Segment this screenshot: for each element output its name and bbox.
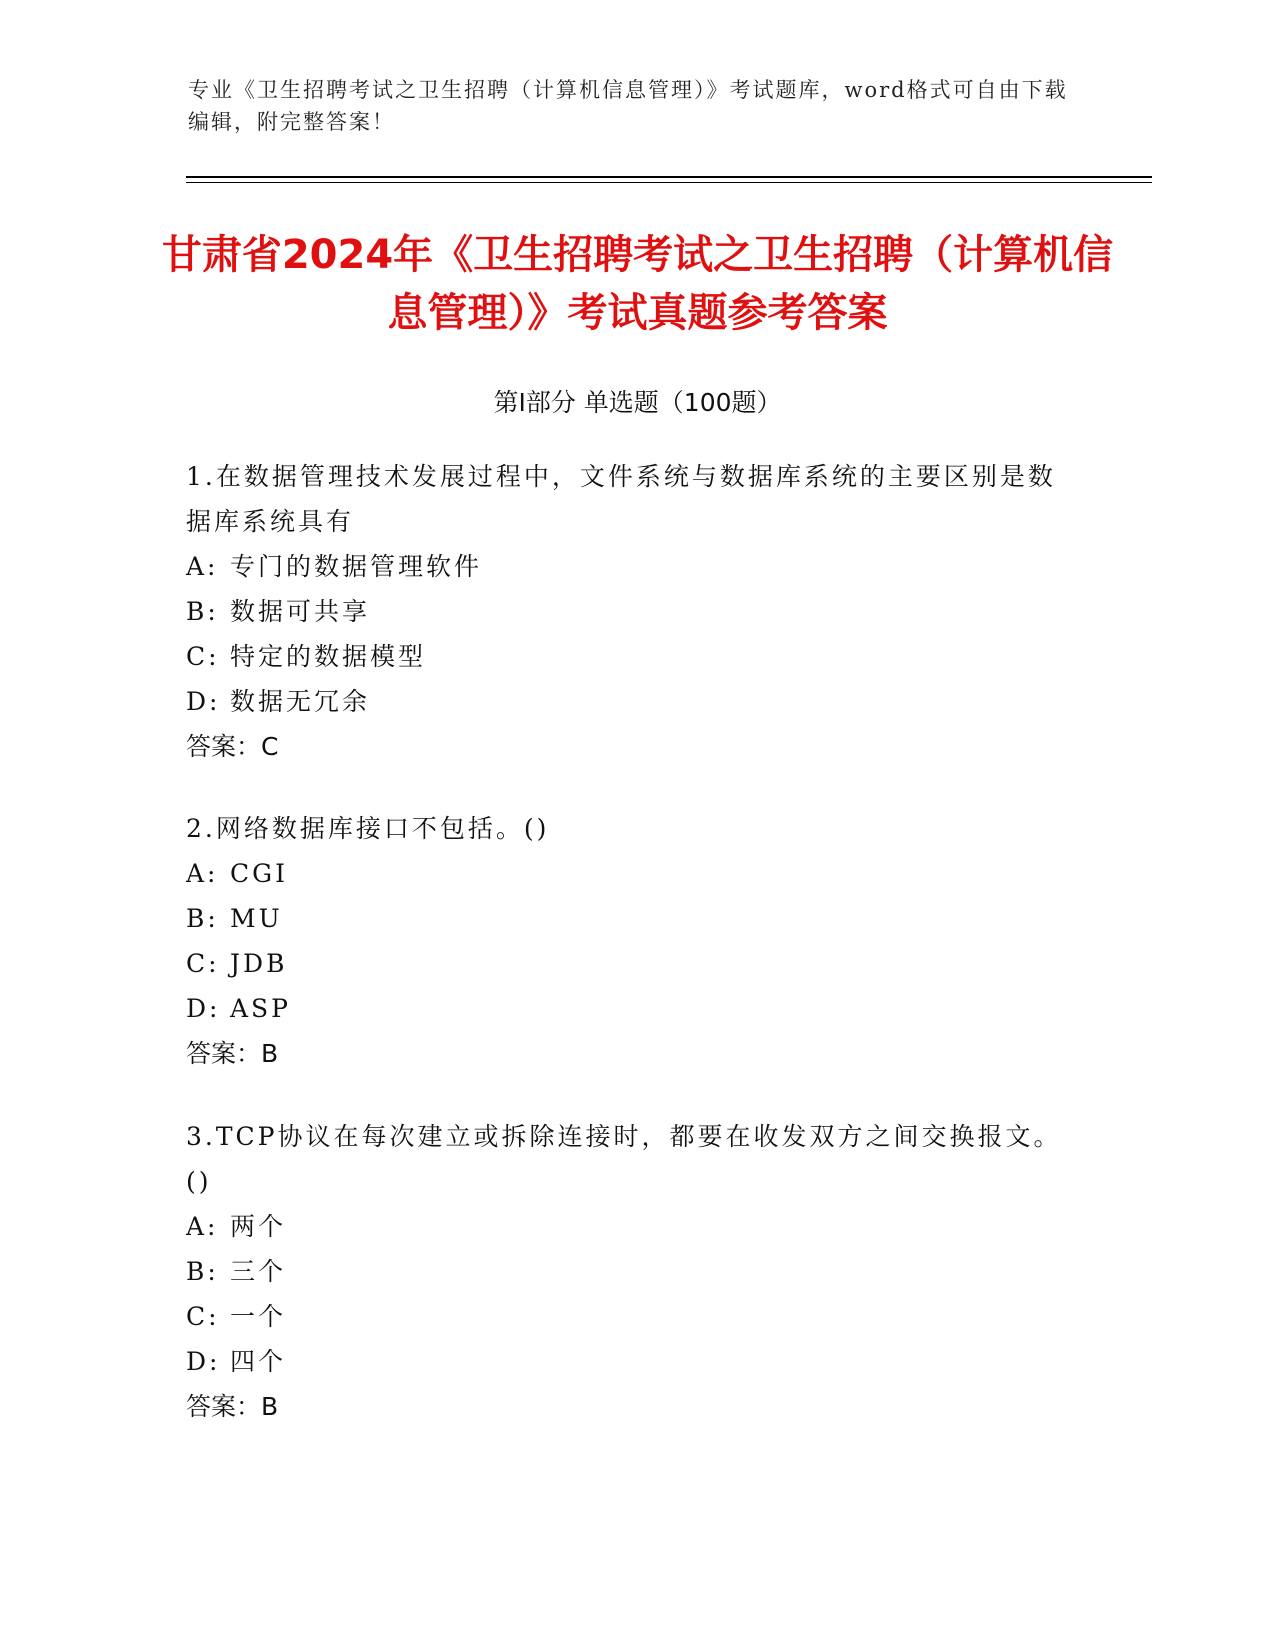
option-a bbox=[186, 1204, 1066, 1249]
option-text: 数据无冗余 bbox=[230, 687, 371, 716]
option-d bbox=[186, 1339, 1066, 1384]
question-stem: 1.在数据管理技术发展过程中，文件系统与数据库系统的主要区别是数据库系统具有 bbox=[186, 462, 1056, 536]
option-d bbox=[186, 986, 1066, 1031]
option-text: JDB bbox=[230, 949, 288, 978]
option-c bbox=[186, 1294, 1066, 1339]
answer-label: 答案： bbox=[186, 1392, 262, 1421]
option-letter: C: bbox=[186, 642, 220, 671]
answer-value: B bbox=[261, 1392, 279, 1421]
question-2 bbox=[186, 806, 1066, 1076]
option-text: 专门的数据管理软件 bbox=[230, 552, 483, 581]
option-text: 四个 bbox=[230, 1347, 287, 1376]
answer-line bbox=[186, 724, 1066, 769]
option-text: ASP bbox=[230, 994, 292, 1023]
option-text: 三个 bbox=[230, 1257, 287, 1286]
option-letter: D: bbox=[186, 687, 221, 716]
option-c bbox=[186, 941, 1066, 986]
option-letter: A: bbox=[186, 552, 219, 581]
question-stem: 2.网络数据库接口不包括。() bbox=[186, 814, 550, 843]
answer-label: 答案： bbox=[186, 1039, 262, 1068]
option-letter: D: bbox=[186, 994, 221, 1023]
option-text: 两个 bbox=[230, 1212, 287, 1241]
question-1 bbox=[186, 454, 1066, 769]
option-c bbox=[186, 634, 1066, 679]
answer-line bbox=[186, 1384, 1066, 1429]
answer-line bbox=[186, 1031, 1066, 1076]
option-b bbox=[186, 1249, 1066, 1294]
option-text: MU bbox=[230, 904, 283, 933]
option-letter: B: bbox=[186, 904, 219, 933]
question-stem: 3.TCP协议在每次建立或拆除连接时，都要在收发双方之间交换报文。() bbox=[186, 1122, 1062, 1196]
option-letter: B: bbox=[186, 1257, 219, 1286]
option-b bbox=[186, 896, 1066, 941]
option-letter: D: bbox=[186, 1347, 221, 1376]
answer-value: B bbox=[261, 1039, 279, 1068]
option-letter: B: bbox=[186, 597, 219, 626]
option-letter: C: bbox=[186, 1302, 220, 1331]
header-divider-thin bbox=[186, 182, 1152, 183]
option-text: 数据可共享 bbox=[230, 597, 371, 626]
option-letter: C: bbox=[186, 949, 220, 978]
option-text: 一个 bbox=[230, 1302, 287, 1331]
answer-label: 答案： bbox=[186, 732, 262, 761]
option-text: 特定的数据模型 bbox=[230, 642, 427, 671]
option-d bbox=[186, 679, 1066, 724]
header-divider-thick bbox=[186, 176, 1152, 178]
option-text: CGI bbox=[230, 859, 288, 888]
header-note: 专业《卫生招聘考试之卫生招聘（计算机信息管理）》考试题库，word格式可自由下载编辑，附完整答案！ bbox=[188, 78, 1068, 134]
section-heading: 第Ⅰ部分 单选题（100题） bbox=[493, 388, 782, 417]
question-3 bbox=[186, 1114, 1066, 1429]
option-a bbox=[186, 851, 1066, 896]
answer-value: C bbox=[261, 732, 279, 761]
option-letter: A: bbox=[186, 859, 219, 888]
option-a bbox=[186, 544, 1066, 589]
option-b bbox=[186, 589, 1066, 634]
option-letter: A: bbox=[186, 1212, 219, 1241]
document-title: 甘肃省2024年《卫生招聘考试之卫生招聘（计算机信息管理）》考试真题参考答案 bbox=[161, 232, 1114, 336]
